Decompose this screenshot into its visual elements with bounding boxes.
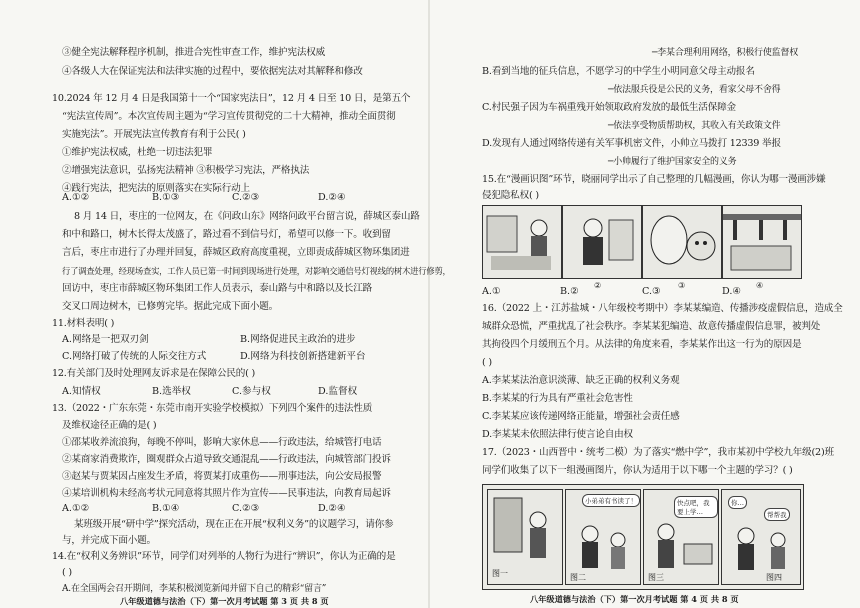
q13-option-d: D.②④ <box>318 503 346 514</box>
q15-stem-line1: 15.在“漫画识图”环节，晓丽同学出示了自己整理的几幅漫画，你认为哪一漫画涉嫌 <box>482 174 826 185</box>
q15-comic-panel-2 <box>562 205 642 279</box>
q13-stem-line2: 及维权途径正确的是( ) <box>62 420 157 431</box>
q10-option-a: A.①② <box>62 192 90 203</box>
q10-option-c: C.②③ <box>232 192 260 203</box>
q17-comic-panel-3 <box>643 489 719 585</box>
q12-option-b: B.选举权 <box>152 386 191 397</box>
page-4-footer: 八年级道德与法治（下）第一次月考试题 第 4 页 共 8 页 <box>530 594 739 604</box>
material-line3: 言后，枣庄市进行了办理并回复，薛城区政府高度重视，立即责成薛城区物环集团进 <box>62 247 410 258</box>
material-line6: 交叉口周边树木，已修剪完毕。据此完成下面小题。 <box>62 301 279 312</box>
q9-statement-4: ④各级人大在保证宪法和法律实施的过程中，要依据宪法对其解释和修改 <box>62 66 363 77</box>
q10-stem-line3: 实施宪法”。开展宪法宣传教育有利于公民( ) <box>62 129 246 140</box>
q15-comic-strip <box>482 205 800 290</box>
activity-intro-line2: 与，并完成下面小题。 <box>62 535 156 546</box>
material-line5: 回访中，枣庄市薛城区物环集团工作人员表示，泰山路与中和路以及长江路 <box>62 283 372 294</box>
q17-caption-4: 图四 <box>766 573 782 582</box>
q11-stem: 11.材料表明( ) <box>52 318 115 329</box>
q16-option-b: B.李某某的行为具有严重社会危害性 <box>482 393 633 404</box>
q17-comic-panel-1 <box>487 489 563 585</box>
q17-caption-3: 图三 <box>648 573 664 582</box>
q13-stem-line1: 13.（2022・广东东莞・东莞市南开实验学校模拟）下列四个案件的违法性质 <box>52 403 373 414</box>
q10-stem-line1: 10.2024 年 12 月 4 日是我国第十一个“国家宪法日”，12 月 4 日至 10 日，是第五个 <box>52 93 411 104</box>
q15-option-c: C.③ <box>642 286 661 297</box>
q14-option-c: C.村民强子因为车祸重残开始领取政府发放的最低生活保障金 <box>482 102 736 113</box>
q15-option-b: B.② <box>560 286 579 297</box>
q17-caption-1: 图一 <box>492 569 508 578</box>
q17-bubble-3: 你… <box>728 496 747 509</box>
material-line2: 和中和路口，树木长得太茂盛了，路过看不到信号灯，希望可以修一下。收到留 <box>62 229 391 240</box>
q14-blank: ( ) <box>62 567 72 578</box>
q11-option-d: D.网络为科技创新搭建新平台 <box>240 351 366 362</box>
q15-comic-panel-4 <box>722 205 802 279</box>
q16-stem-line3: 其拘役四个月缓刑五个月。从法律的角度来看，李某某作出这一行为的原因是 <box>482 339 802 350</box>
q17-bubble-1: 小弟弟有书读了！ <box>582 494 640 507</box>
activity-intro-line1: 某班级开展“研中学”探究活动，现在正在开展“权利义务”的议题学习，请你参 <box>74 519 394 530</box>
q10-option-b: B.①③ <box>152 192 180 203</box>
q12-option-d: D.监督权 <box>318 386 358 397</box>
q11-option-a: A.网络是一把双刃剑 <box>62 334 149 345</box>
q12-option-a: A.知情权 <box>62 386 101 397</box>
q13-option-a: A.①② <box>62 503 90 514</box>
q10-statement-4: ④践行宪法，把宪法的原则落实在实际行动上 <box>62 183 250 194</box>
q17-comic-strip <box>482 484 804 590</box>
q10-option-d: D.②④ <box>318 192 346 203</box>
q13-option-c: C.②③ <box>232 503 260 514</box>
q9-statement-3: ③健全宪法解释程序机制，推进合宪性审查工作，维护宪法权威 <box>62 47 326 58</box>
q16-stem-line2: 城群众恐慌，严重扰乱了社会秩序。李某某犯编造、故意传播虚假信息罪，被判处 <box>482 321 821 332</box>
q17-stem-line2: 同学们收集了以下一组漫画图片，你认为适用于以下哪一个主题的学习？( ) <box>482 465 793 476</box>
q15-comic-panel-3 <box>642 205 722 279</box>
q13-statement-2: ②某商家消费欺诈，圈观群众占道导致交通混乱——行政违法，向城管部门投诉 <box>62 454 391 465</box>
q13-statement-4: ④某培训机构未经高考状元同意将其照片作为宣传——民事违法，向教育局起诉 <box>62 488 391 499</box>
q14-a-explanation: ─李某合理利用网络，积极行使监督权 <box>652 48 799 58</box>
q15-panel-number-3: ③ <box>678 281 686 290</box>
q17-comic-panel-2 <box>565 489 641 585</box>
q14-option-b: B.看到当地的征兵信息，不愿学习的中学生小明同意父母主动报名 <box>482 66 755 77</box>
q14-c-explanation: ─依法享受物质帮助权，其收入有关政策文件 <box>608 121 781 131</box>
q14-stem: 14.在“权利义务辨识”环节，同学们对列举的人物行为进行“辨识”，你认为正确的是 <box>52 551 396 562</box>
q17-stem-line1: 17.（2023・山西晋中・统考二模）为了落实“燃中学”，我市某初中学校九年级(2)班 <box>482 447 834 458</box>
q12-stem: 12.有关部门及时处理网友诉求是在保障公民的( ) <box>52 368 256 379</box>
q10-stem-line2: “宪法宣传周”。本次宣传周主题为“学习宣传贯彻党的二十大精神，推动全面贯彻 <box>62 111 396 122</box>
q17-caption-2: 图二 <box>570 573 586 582</box>
q17-bubble-2: 快点吧，我要上学… <box>674 496 718 518</box>
q16-stem-line1: 16.（2022 上・江苏盐城・八年级校考期中）李某某编造、传播涉疫虚假信息，造成全 <box>482 303 843 314</box>
q11-option-c: C.网络打破了传统的人际交往方式 <box>62 351 207 362</box>
q14-d-explanation: ─小帅履行了维护国家安全的义务 <box>608 157 737 167</box>
q16-option-d: D.李某某未依照法律行使言论自由权 <box>482 429 633 440</box>
q13-statement-3: ③赵某与贾某因占座发生矛盾，将贾某打成重伤——刑事违法，向公安局报警 <box>62 471 382 482</box>
q15-comic-panel-1 <box>482 205 562 279</box>
q10-statement-2: ②增强宪法意识，弘扬宪法精神 ③积极学习宪法，严格执法 <box>62 165 310 176</box>
q16-blank: ( ) <box>482 357 492 368</box>
q14-option-d: D.发现有人通过网络传递有关军事机密文件，小帅立马拨打 12339 举报 <box>482 138 781 149</box>
q15-stem-line2: 侵犯隐私权( ) <box>482 190 539 201</box>
q15-option-a: A.① <box>482 286 501 297</box>
q17-bubble-4: 帮帮我 <box>764 508 790 521</box>
q12-option-c: C.参与权 <box>232 386 271 397</box>
q15-panel-number-4: ④ <box>756 281 764 290</box>
q11-option-b: B.网络促进民主政治的进步 <box>240 334 356 345</box>
q14-b-explanation: ─依法服兵役是公民的义务，看家父母不舍得 <box>608 85 781 95</box>
material-line4: 行了调查处理，经现场查实，工作人员已第一时间到现场进行处理，对影响交通信号灯视线的树木进行修剪， <box>62 266 451 276</box>
q16-option-a: A.李某某法治意识淡薄、缺乏正确的权利义务观 <box>482 375 680 386</box>
q15-panel-number-2: ② <box>594 281 602 290</box>
material-line1: 8 月 14 日，枣庄的一位网友，在《问政山东》网络问政平台留言说，薛城区泰山路 <box>74 211 420 222</box>
q15-option-d: D.④ <box>722 286 741 297</box>
q13-statement-1: ①邵某收养流浪狗，每晚不停叫，影响大家休息——行政违法，给城管打电话 <box>62 437 382 448</box>
q16-option-c: C.李某某应该传递网络正能量，增强社会责任感 <box>482 411 680 422</box>
exam-page-4 <box>430 0 860 608</box>
q10-statement-1: ①维护宪法权威，杜绝一切违法犯罪 <box>62 147 213 158</box>
q13-option-b: B.①④ <box>152 503 180 514</box>
q14-option-a: A.在全国两会召开期间，李某积极浏览新闻并留下自己的精彩“留言” <box>62 584 327 594</box>
q17-comic-panel-4 <box>721 489 801 585</box>
page-3-footer: 八年级道德与法治（下）第一次月考试题 第 3 页 共 8 页 <box>120 596 329 606</box>
